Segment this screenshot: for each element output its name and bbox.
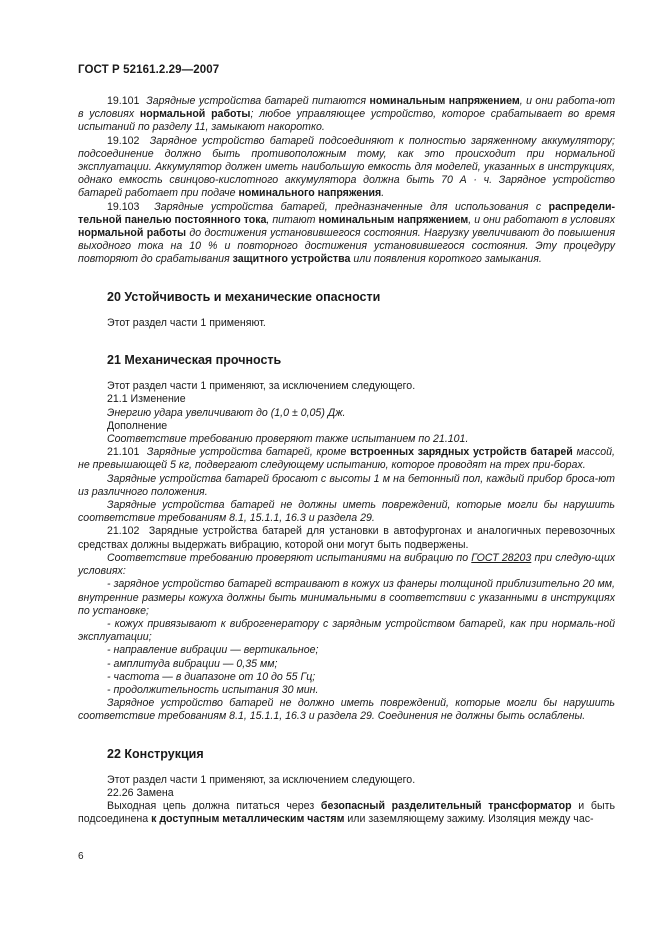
document-body (78, 95, 616, 827)
text: и быть подсоединена (78, 800, 615, 826)
subclause-21-1-text: Энергию удара увеличивают до (1,0 ± 0,05) Дж. (107, 406, 346, 419)
term: номинального напряжения (238, 187, 382, 200)
paragraph-21-102-check (78, 552, 615, 578)
list-item: - зарядное устройство батарей встраивают в кожух из фанеры толщиной приблизительно 20 мм, внутренние размеры кожуха должны быть минимальными в соответствии с указанными в инструкциях по установке; (78, 578, 615, 617)
paragraph-21-101 (78, 446, 615, 472)
clause-number: 21.101 (107, 446, 140, 459)
paragraph-21-102 (78, 525, 615, 551)
text: , питают (266, 213, 319, 226)
text: Зарядные устройства батарей питаются (146, 95, 370, 107)
list-item: - амплитуда вибрации — 0,35 мм; (107, 657, 278, 670)
term: встроенных зарядных устройств батарей (350, 446, 573, 459)
document-header: ГОСТ Р 52161.2.29—2007 (78, 64, 220, 76)
text: массой, не превышающей 5 кг, подвергают следующему испытанию, которое проводят на трех при-борах. (78, 446, 616, 472)
term: распредели-тельной панелью постоянного тока (78, 200, 615, 226)
term: к доступным металлическим частям (151, 813, 345, 826)
text: Выходная цепь должна питаться через (107, 800, 321, 813)
text: Зарядные устройства батарей для установки в автофургонах и аналогичных перевозочных средствах должны выдержать вибрацию, которой они могут быть подвержены. (78, 525, 615, 551)
paragraph-21-101-a: Зарядные устройства батарей бросают с высоты 1 м на бетонный пол, каждый прибор броса-ют из различного положения. (78, 472, 615, 498)
term: нормальной работы (139, 108, 251, 121)
text: , и они работа-ют в условиях (78, 95, 616, 121)
text: до достижения установившегося состояния. Нагрузку увеличивают до повышения выходного тока на 10 % и повторного достижения установившегося состояния. Эту процедуру повторяют до срабатывания (78, 227, 615, 266)
text: Соответствие требованию проверяют испытаниями на вибрацию по (107, 551, 472, 564)
addition-heading: Дополнение (107, 419, 168, 432)
list-item: - кожух привязывают к виброгенератору с зарядным устройством батарей, как при нормаль-ной эксплуатации; (78, 617, 615, 644)
term: номинальным напряжением (369, 95, 520, 107)
paragraph-19-103 (78, 201, 615, 267)
text: при следую-щих условиях: (78, 551, 616, 578)
section-20-body: Этот раздел части 1 применяют. (107, 316, 266, 329)
paragraph-19-102 (78, 135, 615, 201)
section-22-title: 22 Конструкция (107, 746, 204, 761)
text: ; любое управляющее устройство, которое срабатывает во время испытаний по разделу 11, замыкают накоротко. (78, 108, 615, 134)
vibration-conditions-list (78, 578, 615, 697)
term: безопасный разделительный трансформатор (320, 800, 572, 813)
paragraph-21-101-b: Зарядные устройства батарей не должны иметь повреждений, которые могли бы нарушить соответствие требованиям 8.1, 15.1.1, 16.3 и раздела 29. (78, 499, 615, 525)
text: или появления короткого замыкания. (350, 253, 542, 266)
paragraph-19-101 (78, 95, 615, 135)
clause-number: 19.102 (107, 134, 140, 147)
term: номинальным напряжением (318, 213, 469, 226)
paragraph-21-102-end: Зарядное устройство батарей не должно иметь повреждений, которые могли бы нарушить соответствие требованиям 8.1, 15.1.1, 16.3 и раздела 29. Соединения не должны быть ослаблены. (78, 697, 615, 723)
clause-number: 21.102 (107, 525, 140, 538)
section-20-title: 20 Устойчивость и механические опасности (107, 289, 381, 304)
list-item: - продолжительность испытания 30 мин. (107, 683, 319, 696)
list-item: - частота — в диапазоне от 10 до 55 Гц; (107, 670, 316, 683)
section-21-title: 21 Механическая прочность (107, 353, 282, 368)
text: Зарядные устройства батарей, предназначенные для использования с (154, 200, 549, 213)
list-item: - направление вибрации — вертикальное; (107, 644, 319, 657)
subclause-22-26-heading: 22.26 Замена (107, 786, 174, 799)
addition-text: Соответствие требованию проверяют также испытанием по 21.101. (107, 433, 469, 446)
text: Зарядное устройство батарей подсоединяют к полностью заряженному аккумулятору; подсоединение должно быть противоположным тому, как это происходит при нормальной эксплуатации. Аккумулятор должен иметь наибольшую емкость для моделей, указанных в инструкциях, однако емкость свинцово-кислотного аккумулятора должна быть 70 А · ч. Зарядное устройство батарей работает при подаче (78, 134, 615, 200)
paragraph-22-26 (78, 800, 615, 826)
term: защитного устройства (232, 253, 351, 266)
text: Зарядные устройства батарей, кроме (146, 446, 351, 459)
subclause-21-1-heading: 21.1 Изменение (107, 393, 186, 406)
text: или заземляющему зажиму. Изоляция между час- (344, 813, 594, 826)
section-22-intro: Этот раздел части 1 применяют, за исключением следующего. (107, 773, 416, 786)
section-21-intro: Этот раздел части 1 применяют, за исключением следующего. (107, 380, 416, 393)
standard-reference-link[interactable]: ГОСТ 28203 (471, 551, 532, 564)
clause-number: 19.101 (107, 95, 140, 107)
page-number: 6 (78, 851, 84, 862)
text: . (381, 187, 385, 200)
text: , и они работают в условиях (468, 213, 615, 226)
term: нормальной работы (78, 227, 187, 240)
clause-number: 19.103 (107, 200, 140, 213)
